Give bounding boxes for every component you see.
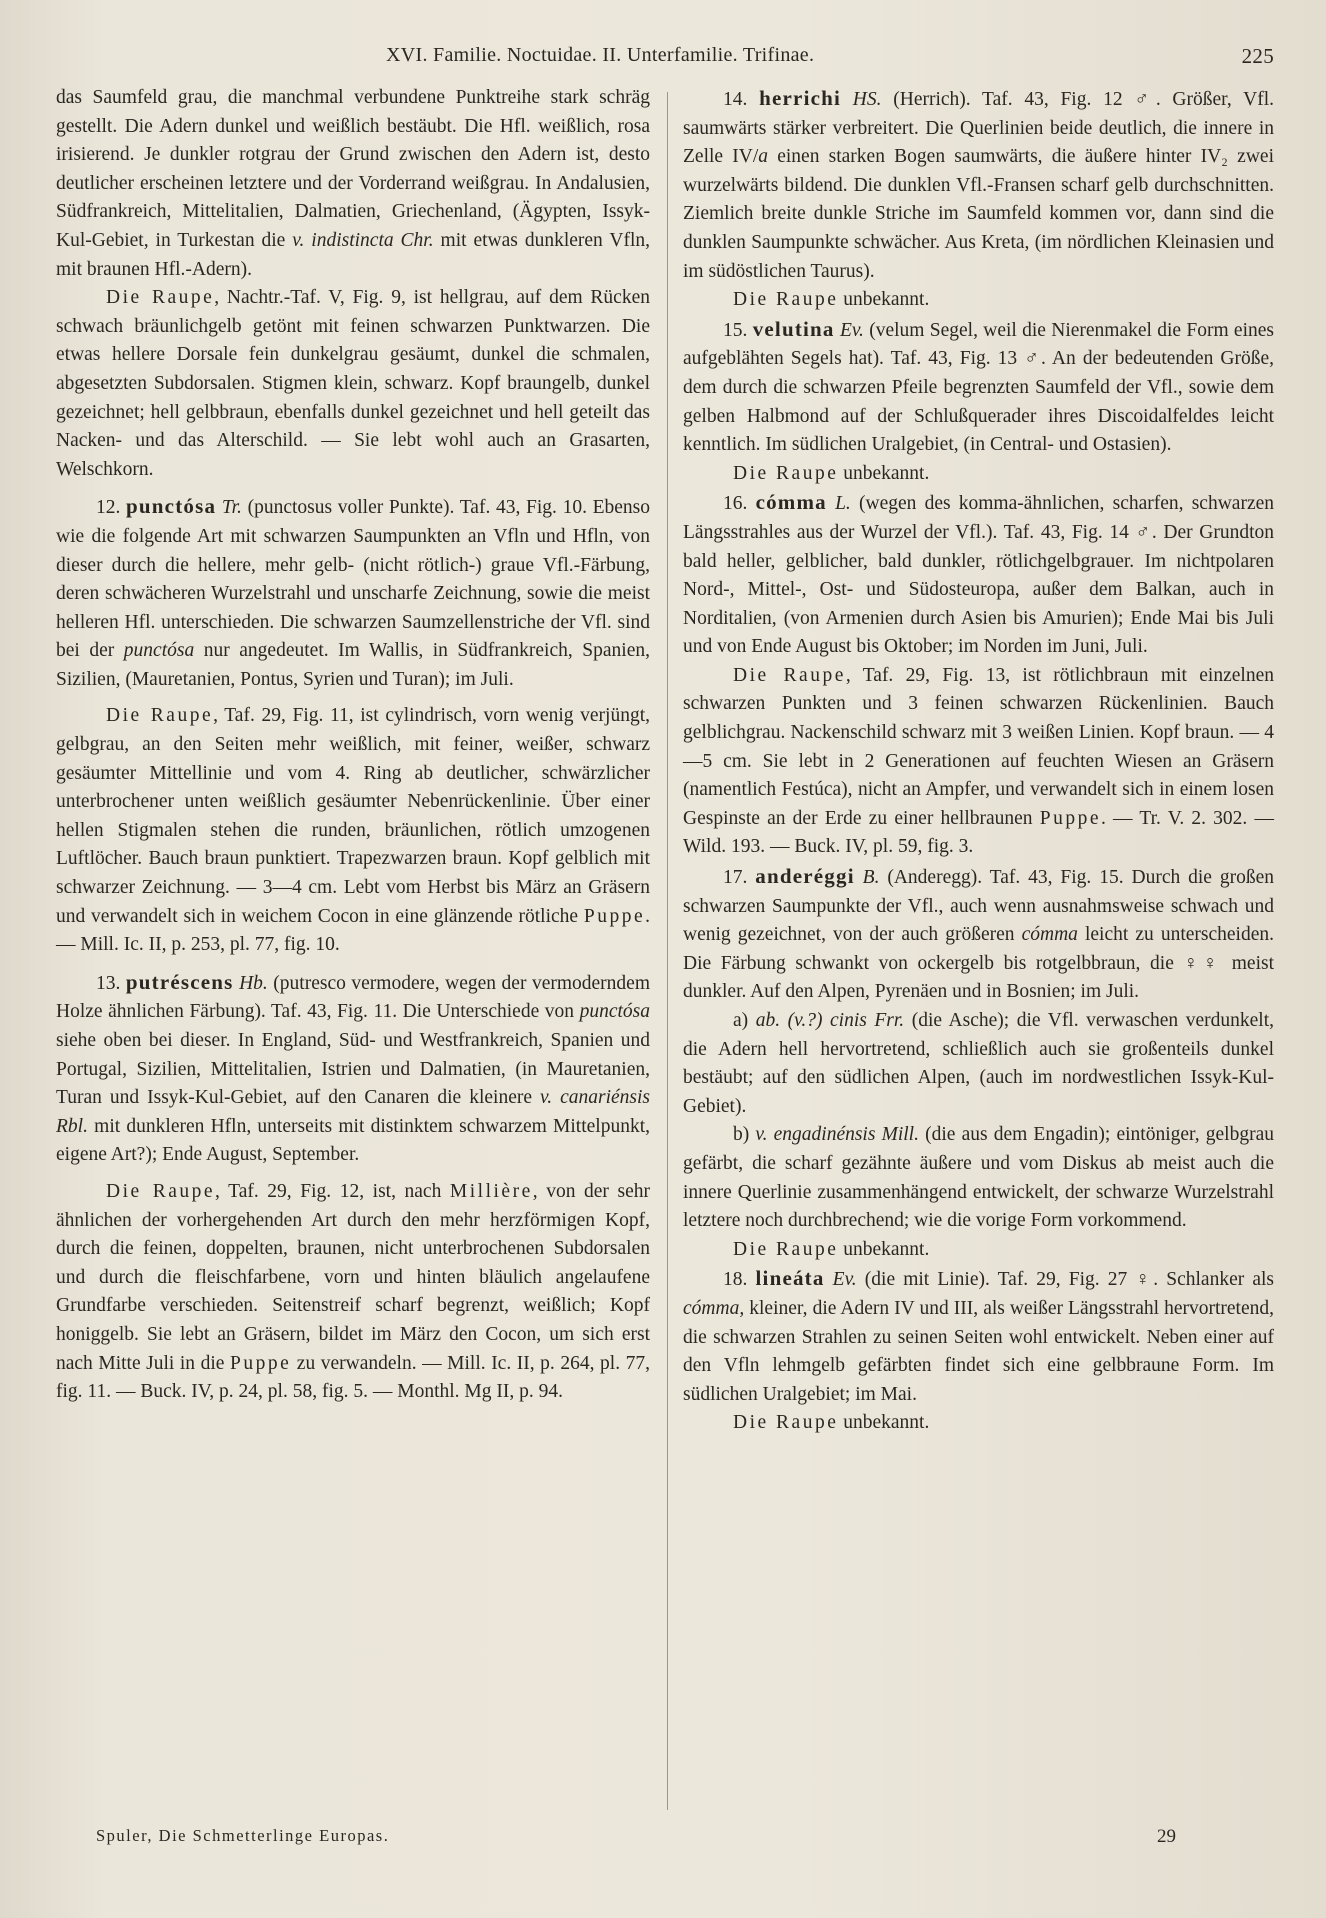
header-title: XVI. Familie. Noctuidae. II. Unterfamilie. Trifinae. (386, 44, 815, 66)
species-name: anderéggi (755, 864, 855, 889)
column-divider (667, 92, 668, 1810)
species-name: lineáta (755, 1266, 825, 1291)
footer-title: Spuler, Die Schmetterlinge Europas. (96, 1826, 390, 1845)
species-entry: 15. velutina Ev. (velum Segel, weil die Nierenmakel die Form eines aufgeblähten Segels hat). Taf. 43, Fig. 13 ♂. An der bedeutenden Größe, dem durch die schwarzen Pfeile begrenzten Saumfeld der Vfl., sowie dem gelben Halbmond auf der Schlußquerader ihres Discoidalfeldes leicht kenntlich. Im südlichen Uralgebiet, (in Central- und Ostasien). (683, 316, 1274, 456)
species-name: velutina (752, 316, 835, 341)
variety-entry: b) v. engadinénsis Mill. (die aus dem Engadin); eintöniger, gelbgrau gefärbt, die scharf gezähnte äußere und vom Diskus ab meist auch die innere Querlinie zusammenhängend entwickelt, der schwarze Wurzelstrahl letztere noch durchbrechend; wie die vorige Form vorkommend. (683, 1124, 1274, 1232)
species-entry: 16. cómma L. (wegen des komma-ähnlichen, scharfen, schwarzen Längsstrahles aus der Wurzel der Vfl.). Taf. 43, Fig. 14 ♂. Der Grundton bald heller, gelblicher, bald dunkler, rötlichgelbgrauer. Im nichtpolaren Nord-, Mittel-, Ost- und Südosteuropa, außer dem Balkan, auch in Norditalien, (von Armenien durch Asien bis Amurien); Ende Mai bis Juli und von Ende August bis Oktober; im Norden im Juni, Juli. (683, 490, 1275, 658)
signature-mark: 29 (1157, 1826, 1176, 1847)
species-name: herrichi (759, 86, 842, 110)
paragraph: Die Raupe, Taf. 29, Fig. 12, ist, nach Millière, von der sehr ähnlichen der vorhergehenden Art durch den mehr herzförmigen Kopf, durch die feinen, doppelten, braunen, nicht unterbrochenen Subdorsalen und durch die fleischfarbene, vorn und hinten bläulich angelaufene Grundfarbe verschieden. Seitenstreif scharf begrenzt, weißlich; Kopf honiggelb. Sie lebt an Gräsern, bildet im März den Cocon, um sich erst nach Mitte Juli in die Puppe zu verwandeln. — Mill. Ic. II, p. 264, pl. 77, fig. 11. — Buck. IV, p. 24, pl. 58, fig. 5. — Monthl. Mg II, p. 94. (56, 1180, 650, 1403)
variety-entry: a) ab. (v.?) cinis Frr. (die Asche); die Vfl. verwaschen verdunkelt, die Adern hell hervortretend, schließlich auch sie großenteils dunkel bestäubt; auf den südlichen Alpen, (auch im nordwestlichen Issyk-Kul-Gebiet). (683, 1010, 1274, 1117)
species-entry: 18. lineáta Ev. (die mit Linie). Taf. 29, Fig. 27 ♀. Schlanker als cómma, kleiner, die Adern IV und III, als weißer Längsstrahl hervortretend, die schwarzen Strahlen zu seinen Seiten wohl entwickelt. Neben einer auf den Vfln lehmgelb gefärbten findet sich eine gelbbraune Form. Im südlichen Uralgebiet; im Mai. (683, 1266, 1274, 1405)
species-entry: 14. herrichi HS. (Herrich). Taf. 43, Fig. 12 ♂. Größer, Vfl. saumwärts stärker verbreitert. Die Querlinien beide deutlich, die innere in Zelle IV/a einen starken Bogen saumwärts, die äußere hinter IV₂ zwei wurzelwärts bildend. Die dunklen Vfl.-Fransen scharf gelb durchschnitten. Ziemlich breite dunkle Striche im Saumfeld kommen vor, dann sind die dunklen Saumpunkte schwächer. Aus Kreta, (im nördlichen Kleinasien und im südöstlichen Taurus). (683, 86, 1275, 282)
paragraph: Die Raupe unbekannt. (733, 289, 930, 311)
paragraph: Die Raupe, Taf. 29, Fig. 13, ist rötlichbraun mit einzelnen schwarzen Punkten und 3 feinen schwarzen Rückenlinien. Bauch gelblichgrau. Nackenschild schwarz mit 3 weißen Linien. Kopf braun. — 4—5 cm. Sie lebt in 2 Generationen auf feuchten Wiesen an Gräsern (namentlich Festúca), nicht an Ampfer, und verwandelt sich in einem losen Gespinste an der Erde zu einer hellbraunen Puppe. — Tr. V. 2. 302. — Wild. 193. — Buck. IV, pl. 59, fig. 3. (683, 664, 1274, 858)
species-name: punctósa (126, 494, 217, 519)
left-column (56, 84, 650, 1407)
species-entry: 13. putréscens Hb. (putresco vermodere, wegen der vermoderndem Holze ähnlichen Färbung). Taf. 43, Fig. 11. Die Unterschiede von punctósa siehe oben bei dieser. In England, Süd- und Westfrankreich, Spanien und Portugal, Sizilien, Mittelitalien, Istrien und Dalmatien, (in Mauretanien, Turan und Issyk-Kul-Gebiet, auf den Canaren die kleinere v. canariénsis Rbl. mit dunkleren Hfln, unterseits mit distinktem schwarzem Mittelpunkt, eigene Art?); Ende August, September. (56, 969, 650, 1166)
paragraph: Die Raupe, Taf. 29, Fig. 11, ist cylindrisch, vorn wenig verjüngt, gelbgrau, an den Seiten mehr weißlich, mit feiner, weißer, schwarz gesäumter Mittellinie und vom 4. Ring ab deutlicher, schwärzlicher unterbrochener unten weißlich gesäumter Nebenrückenlinie. Über einer hellen Stigmalen stehen die runden, bräunlichen, rötlich umzogenen Luftlöcher. Bauch braun punktiert. Trapezwarzen braun. Kopf gelblich mit schwarzer Zeichnung. — 3—4 cm. Lebt vom Herbst bis März an Gräsern und verwandelt sich in weichem Cocon in eine glänzende rötliche Puppe. — Mill. Ic. II, p. 253, pl. 77, fig. 10. (56, 705, 650, 956)
species-name: putréscens (125, 969, 234, 994)
paragraph: Die Raupe unbekannt. (733, 1412, 930, 1434)
species-entry: 12. punctósa Tr. (punctosus voller Punkte). Taf. 43, Fig. 10. Ebenso wie die folgende Art mit schwarzen Saumpunkten an Vfln und Hfln, von dieser durch die hellere, mehr gelb- (nicht rötlich-) graue Vfl.-Färbung, deren schwächeren Wurzelstrahl und unscharfe Zeichnung, sowie die meist helleren Hfl. unterschieden. Die schwarzen Saumzellenstriche der Vfl. sind bei der punctósa nur angedeutet. Im Wallis, in Südfrankreich, Spanien, Sizilien, (Mauretanien, Pontus, Syrien und Turan); im Juli. (56, 494, 651, 690)
species-name: cómma (755, 490, 827, 515)
running-header (386, 44, 1274, 74)
paragraph: Die Raupe, Nachtr.-Taf. V, Fig. 9, ist hellgrau, auf dem Rücken schwach bräunlichgelb getönt mit feinen schwarzen Punktwarzen. Die etwas hellere Dorsale fein dunkelgrau gesäumt, dunkel die schmalen, abgesetzten Subdorsalen. Stigmen klein, schwarz. Kopf braungelb, dunkel gezeichnet; hell gelbbraun, ebenfalls dunkel gezeichnet und hell geteilt das Nacken- und das Alterschild. — Sie lebt wohl auch an Grasarten, Welschkorn. (56, 287, 650, 480)
page-footer (96, 1826, 1176, 1856)
paragraph: Die Raupe unbekannt. (733, 462, 930, 484)
paragraph: Die Raupe unbekannt. (733, 1238, 930, 1260)
right-column (683, 84, 1274, 1438)
species-entry: 17. anderéggi B. (Anderegg). Taf. 43, Fig. 15. Durch die großen schwarzen Saumpunkte der Vfl., auch wenn ausnahmsweise schwach und wenig gezeichnet, von der auch größeren cómma leicht zu unterscheiden. Die Färbung schwankt von ockergelb bis rotgelbbraun, die ♀♀ meist dunkler. Auf den Alpen, Pyrenäen und in Bosnien; im Juli. (683, 864, 1275, 1003)
paragraph: das Saumfeld grau, die manchmal verbundene Punktreihe stark schräg gestellt. Die Adern dunkel und weißlich bestäubt. Die Hfl. weißlich, rosa irisierend. Je dunkler rotgrau der Grund zwischen den Adern ist, desto deutlicher erscheinen letztere und der Vorderrand weißgrau. In Andalusien, Südfrankreich, Mittelitalien, Dalmatien, Griechenland, (Ägypten, Issyk-Kul-Gebiet, in Turkestan die v. indistincta Chr. mit etwas dunkleren Vfln, mit braunen Hfl.-Adern). (56, 87, 650, 280)
page-number: 225 (1241, 44, 1274, 68)
